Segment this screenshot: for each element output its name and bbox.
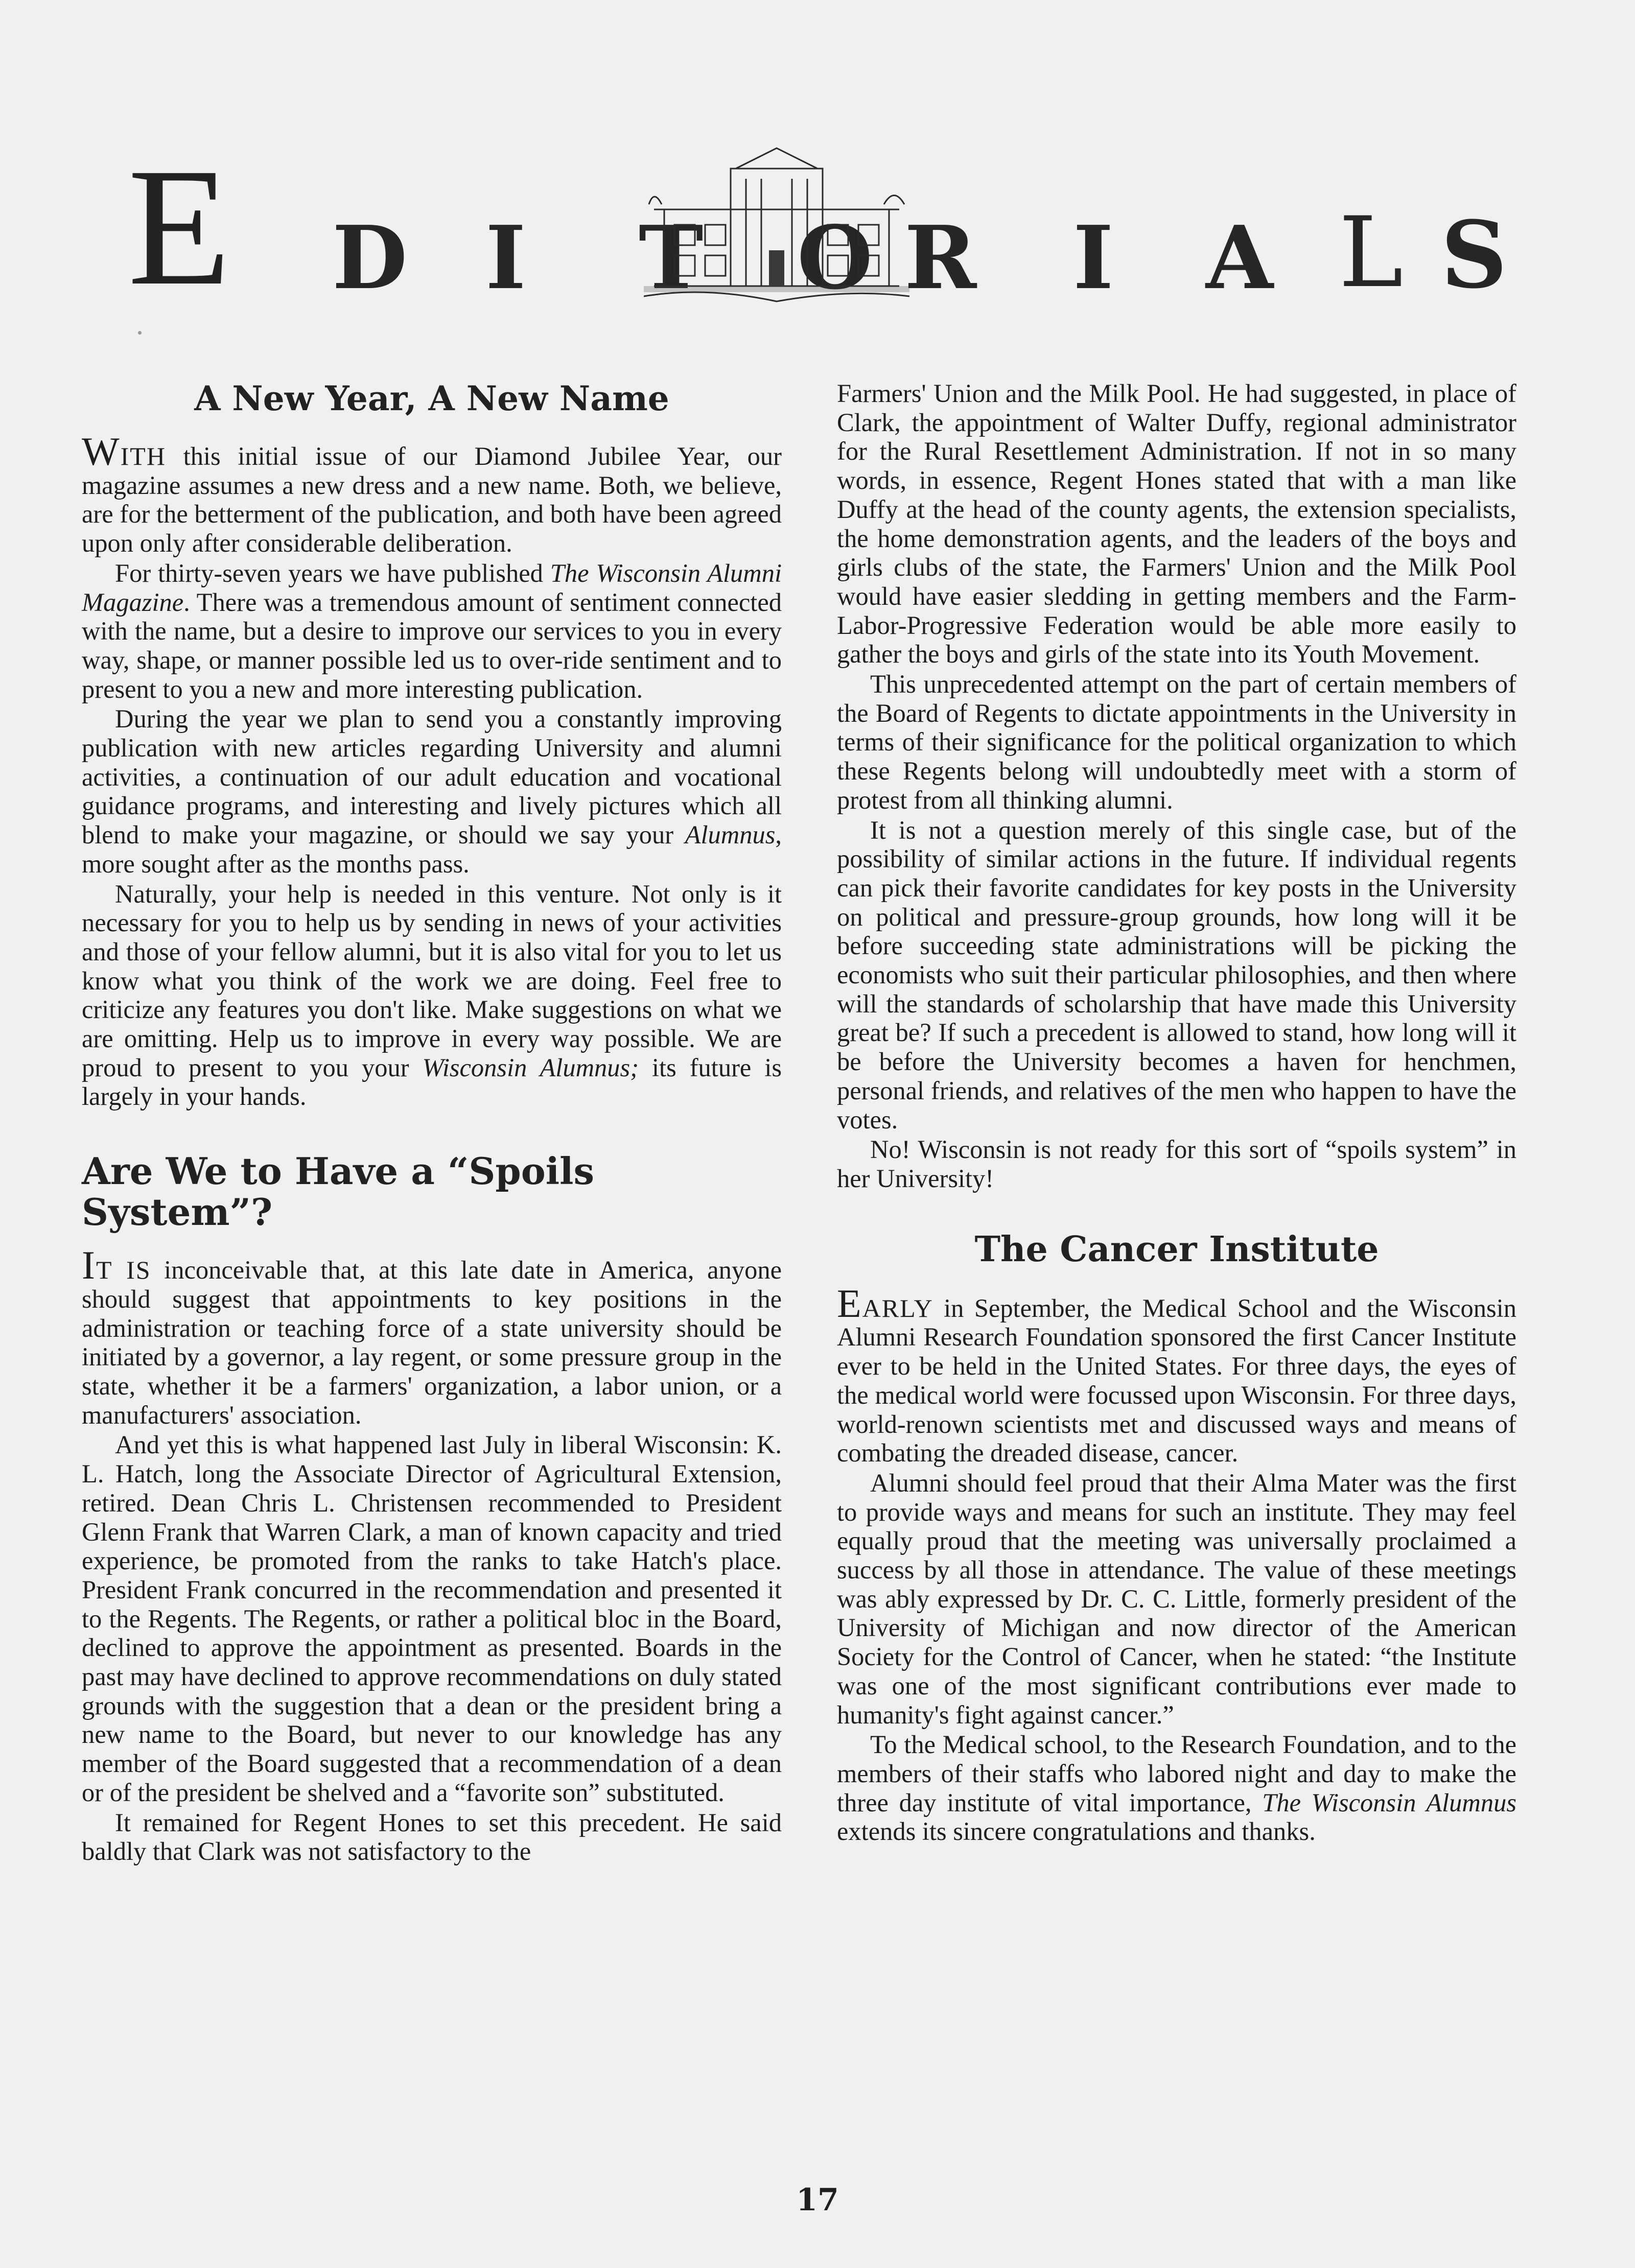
masthead-letter-a: A [1206, 207, 1273, 309]
dropcap: E [837, 1281, 862, 1326]
paragraph-text: this initial issue of our Diamond Jubilee Year, our magazine assumes a new dress and a new name. Both, we believe, are for the betterment of the publication, and both have been agreed upon only after considerable deliberation. [82, 442, 782, 558]
editorial2-paragraph-4: This unprecedented attempt on the part of certain members of the Board of Regents to dictate appointments in the University in terms of their significance for the political organization to which these Regents belong will undoubtedly meet with a storm of protest from all thinking alumni. [837, 670, 1516, 814]
lead-caps: T IS [96, 1256, 151, 1285]
dropcap: I [82, 1243, 96, 1288]
magazine-title: The Wisconsin Alumnus [1262, 1788, 1516, 1817]
editorials-masthead [118, 133, 1517, 347]
left-column [82, 378, 782, 1867]
masthead-letter-s: S [1441, 201, 1507, 309]
editorial3-paragraph-3 [837, 1730, 1516, 1846]
editorial1-paragraph-2 [82, 559, 782, 704]
paragraph-text: During the year we plan to send you a constantly improving publication with new articles regarding University and alumni activities, a continuation of our adult education and vocational guidance programs, and interesting and lively pictures which all blend to make your magazine, or should we say your [82, 704, 782, 849]
paragraph-text: To the Medical school, to the Research Foundation, and to the members of their staffs who labored night and day to make the three day institute of vital importance, [837, 1730, 1516, 1817]
dropcap: W [82, 429, 121, 474]
magazine-title: Alumnus [685, 820, 776, 849]
paragraph-text: in September, the Medical School and the Wisconsin Alumni Research Foundation sponsored the first Cancer Institute ever to be held in the United States. For three days, the eyes of the medical world were focussed upon Wisconsin. For three days, world-renown scientists met and discussed ways and means of combating the dreaded disease, cancer. [837, 1293, 1516, 1468]
editorial2-paragraph-5: It is not a question merely of this single case, but of the possibility of similar actions in the future. If individual regents can pick their favorite candidates for key posts in the University on political and pressure-group grounds, how long will it be before succeeding state administrations will be picking the economists who suit their particular philosophies, and then where will the standards of scholarship that have made this University great be? If such a precedent is allowed to stand, how long will it be before the University becomes a haven for henchmen, personal friends, and relatives of the men who happen to have the votes. [837, 815, 1516, 1134]
lead-caps: ITH [120, 442, 166, 470]
editorial2-paragraph-6: No! Wisconsin is not ready for this sort of “spoils system” in her University! [837, 1135, 1516, 1193]
editorial2-paragraph-2: And yet this is what happened last July in liberal Wisconsin: K. L. Hatch, long the Associate Director of Agricultural Extension, retired. Dean Chris L. Christensen recommended to President Glenn Frank that Warren Clark, a man of known capacity and tried experience, be promoted from the ranks to take Hatch's place. President Frank concurred in the recommendation and presented it to the Regents. The Regents, or rather a political bloc in the Board, declined to approve the appointment as presented. Boards in the past may have declined to approve recommendations on duly stated grounds with the suggestion that a dean or the president bring a new name to the Board, but never to our knowledge has any member of the Board suggested that a recommendation of a dean or of the president be shelved and a “favorite son” substituted. [82, 1430, 782, 1807]
decorative-dot [138, 331, 142, 335]
paragraph-text: For thirty-seven years we have published [115, 558, 550, 587]
editorial1-paragraph-1 [82, 429, 782, 558]
editorial1-paragraph-4 [82, 880, 782, 1112]
editorial3-paragraph-2: Alumni should feel proud that their Alma Mater was the first to provide ways and means for such an institute. They may feel equally proud that the meeting was universally proclaimed a success by all those in attendance. The value of these meetings was ably expressed by Dr. C. C. Little, formerly president of the University of Michigan and now director of the American Society for the Control of Cancer, when he stated: “the Institute was one of the most significant contributions ever made to humanity's fight against cancer.” [837, 1468, 1516, 1729]
masthead-letter-t: T [639, 207, 704, 309]
paragraph-text: inconceivable that, at this late date in America, anyone should suggest that appointments to key positions in the administration or teaching force of a state university should be initiated by a governor, a lay regent, or some pressure group in the state, whether it be a farmers' organization, a labor union, or a manufacturers' association. [82, 1256, 782, 1429]
headline-new-year: A New Year, A New Name [194, 379, 669, 418]
lead-caps: ARLY [862, 1293, 933, 1322]
editorial2-paragraph-3-continued: Farmers' Union and the Milk Pool. He had suggested, in place of Clark, the appointment of Walter Duffy, regional administrator for the Rural Resettlement Administration. If not in so many words, in essence, Regent Hones stated that with a man like Duffy at the head of the county agents, the extension specialists, the home demonstration agents, and the leaders of the boys and girls clubs of the state, the Farmers' Union and the Milk Pool would have easier sledding in getting members and the Farm-Labor-Progressive Federation would be able more easily to gather the boys and girls of the state into its Youth Movement. [837, 379, 1516, 669]
paragraph-text: Naturally, your help is needed in this venture. Not only is it necessary for you to help us by sending in news of your activities and those of your fellow alumni, but it is also vital for you to let us know what you think of the work we are doing. Feel free to criticize any features you don't like. Make suggestions on what we are omitting. Help us to improve in every way possible. We are proud to present to you your [82, 879, 782, 1082]
paragraph-text: its future is largely in your hands. [82, 1053, 782, 1111]
masthead-letter-i2: I [1073, 207, 1114, 309]
headline-cancer-institute: The Cancer Institute [974, 1228, 1379, 1270]
editorial2-paragraph-3: It remained for Regent Hones to set this precedent. He said baldly that Clark was not satisfactory to the [82, 1808, 782, 1866]
magazine-title: The Wisconsin Alumni Magazine [82, 558, 782, 617]
editorial1-paragraph-3 [82, 704, 782, 878]
paragraph-text: , more sought after as the months pass. [82, 820, 782, 878]
masthead-letter-r: R [904, 207, 977, 309]
paragraph-text: extends its sincere congratulations and thanks. [837, 1817, 1316, 1846]
right-column [837, 379, 1516, 1847]
masthead-letter-d: D [332, 207, 408, 309]
magazine-title: Wisconsin Alumnus; [422, 1053, 639, 1082]
masthead-letter-e: E [128, 134, 231, 320]
editorial3-paragraph-1 [837, 1281, 1516, 1468]
masthead-letter-o: O [797, 207, 873, 309]
page-number: 17 [796, 2182, 839, 2218]
masthead-letter-i: I [485, 207, 526, 309]
masthead-letter-l: L [1339, 196, 1404, 309]
editorial2-paragraph-1 [82, 1243, 782, 1429]
university-building-icon [644, 133, 909, 317]
headline-spoils-system: Are We to Have a “Spoils System”? [82, 1149, 595, 1234]
paragraph-text: . There was a tremendous amount of sentiment connected with the name, but a desire to improve our services to you in every way, shape, or manner possible led us to over-ride sentiment and to present to you a new and more interesting publication. [82, 587, 782, 703]
